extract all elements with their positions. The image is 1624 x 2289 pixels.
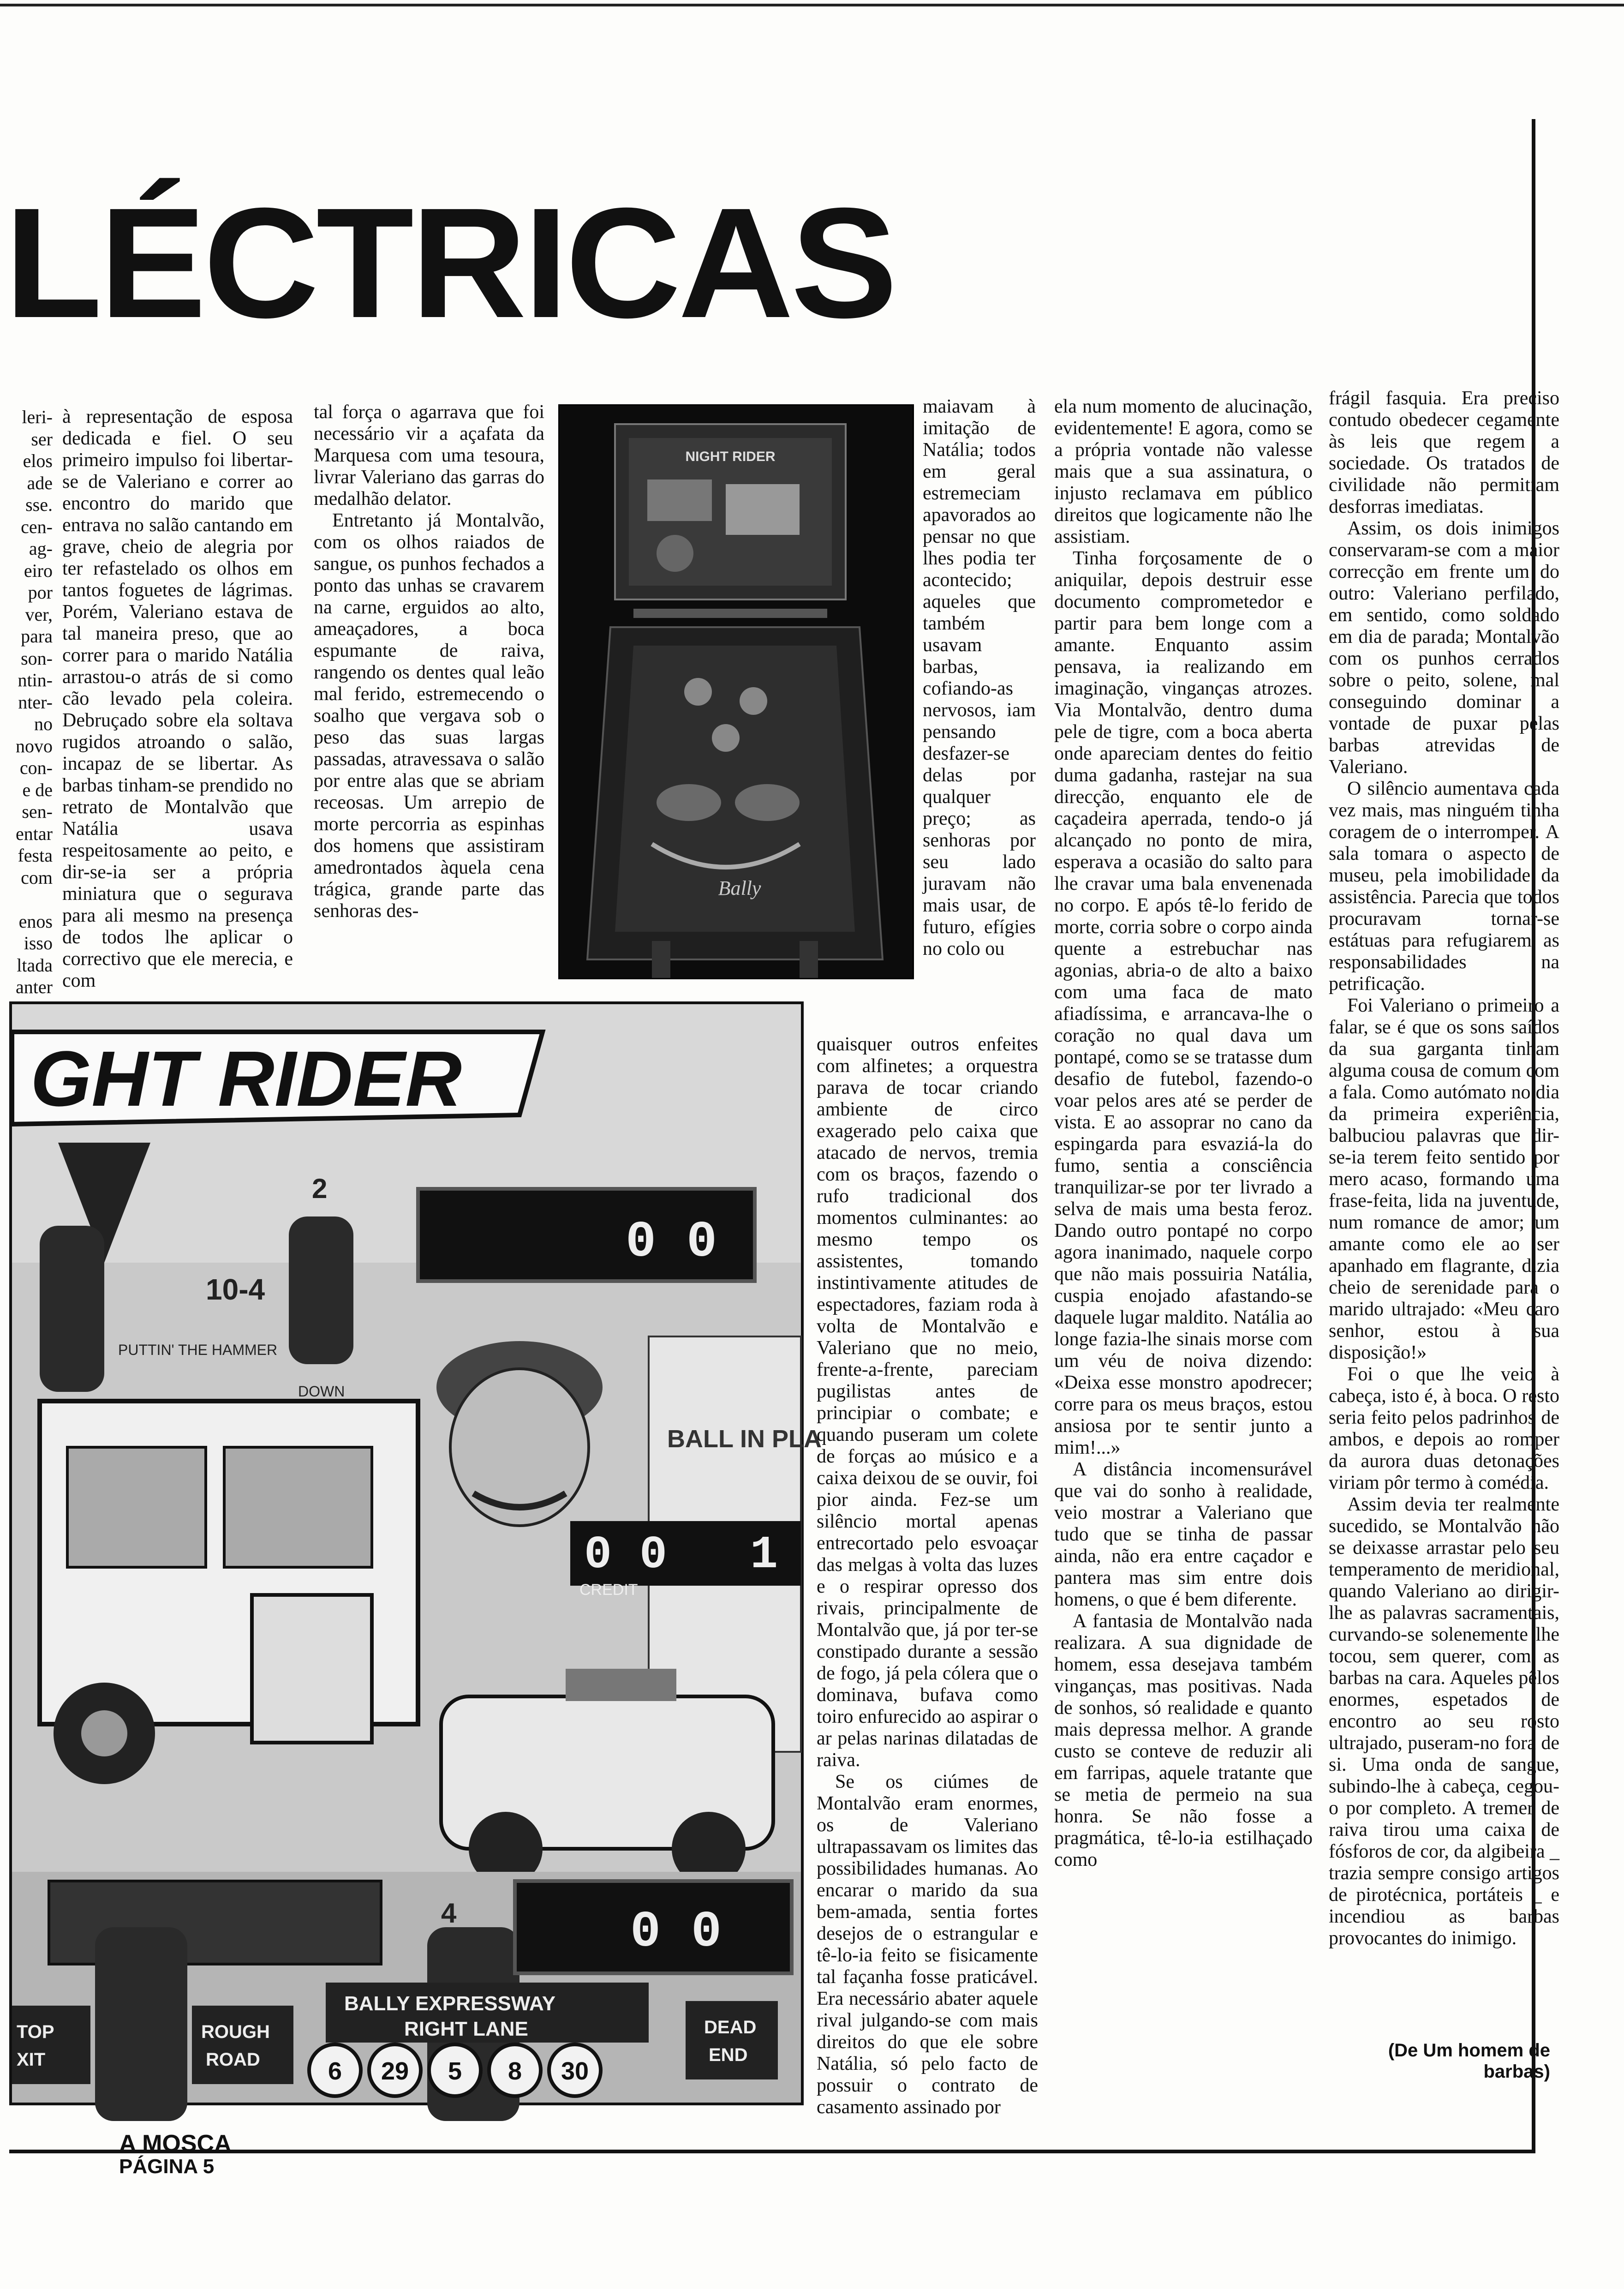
fragment-line: son- (21, 647, 53, 669)
fragment-line: enos (18, 911, 53, 932)
paragraph: frágil fasquia. Era preciso contudo obedecer cegamente às leis que regem a sociedade. Os tratados de civilidade não permitiam desforras imediatas. (1329, 388, 1559, 517)
brand-logo: Bally (718, 877, 761, 899)
sign-road: ROAD (206, 2049, 260, 2070)
fragment-line: cen- (21, 516, 53, 537)
player-4-label: 4 (441, 1898, 457, 1929)
sign-right-lane: RIGHT LANE (404, 2018, 528, 2040)
fragment-line: nter- (18, 691, 53, 713)
fragment-line: sen- (22, 801, 53, 822)
route-shield-number: 6 (328, 2057, 342, 2085)
pinball-backglass-photo (9, 1001, 822, 2105)
paragraph: Assim devia ter realmente sucedido, se Montalvão não se deixasse arrastar pelo seu temperamento de meridional, quando Valeriano ao dirigir-lhe as palavras sacramentais, curvando-se solenemente lhe tocou, sem querer, com as barbas na cara. Aqueles pêlos enormes, espetados de encontro ao seu rosto ultrajado, puseram-no fora de si. Uma onda de sangue, subindo-lhe à cabeça, cegou-o por completo. A tremer de raiva tirou uma caixa de fósforos de cor, da algibeira _ trazia sempre consigo artigos de pirotécnica, portáteis _ e incendiou as barbas provocantes do inimigo. (1329, 1494, 1559, 1949)
sign-dead: DEAD (704, 2017, 757, 2037)
fragment-line: ag- (29, 538, 53, 559)
paragraph: Assim, os dois inimigos conservaram-se com a maior correcção em frente um do outro: Valeriano perfilado, em sentido, como soldado em dia de parada; Montalvão com os punhos cerrados sobre o peito, solene, mal conseguindo dominar a vontade de puxar pelas barbas atrevidas de Valeriano. (1329, 518, 1559, 778)
fragment-line (8, 888, 53, 911)
route-shields (309, 2044, 601, 2096)
pinball-machine-illustration (560, 406, 913, 978)
score-display-2-player: 1 (750, 1529, 778, 1582)
fragment-line: e de (22, 779, 53, 800)
credit-label: CREDIT (579, 1581, 638, 1599)
fragment-line: ver, (25, 604, 53, 625)
paragraph: A fantasia de Montalvão nada realizara. A sua dignidade de homem, essa desejava também vinganças, mas positivas. Nada de sonhos, só realidade e quanto mais depressa melhor. A grande custo se conteve de reduzir ali em farripas, aquele tratante que se metia de permeio na sua honra. Se não fosse a pragmática, tê-lo-ia estilhaçado como (1054, 1611, 1313, 1870)
ball-in-play-label: BALL IN PLA (667, 1425, 822, 1453)
article-column-3-top (923, 396, 1036, 1037)
fragment-line: ser (31, 428, 53, 449)
paragraph: A distância incomensurável que vai do sonho à realidade, veio mostrar a Valeriano que tudo que se tinha de passar ainda, não era entre caçador e pantera mas sim entre dois homens, o que é bem diferente. (1054, 1459, 1313, 1610)
paragraph: Foi o que lhe veio à cabeça, isto é, à boca. O resto seria feito pelos padrinhos de ambos, e depois ao romper da aurora duas detonações viriam pôr termo à comédia. (1329, 1364, 1559, 1493)
paragraph: ela num momento de alucinação, evidentemente! E agora, como se a própria vontade não valesse mais que a sua assinatura, o injusto reclamava em público direitos que logicamente não lhe assistiam. (1054, 396, 1313, 547)
ten-four-label: 10-4 (206, 1273, 265, 1306)
fragment-line: eiro (24, 560, 53, 581)
publication-name: A MOSCA (119, 2130, 232, 2157)
top-rule (0, 4, 1624, 6)
paragraph: Se os ciúmes de Montalvão eram enormes, os de Valeriano ultrapassavam os limites das possibilidades humanas. Ao encarar o marido da sua bem-amada, sentia fortes desejos de o estrangular e tê-lo-ia feito se fisicamente tal façanha fosse praticável. Era necessário abater aquele rival julgando-se com mais direitos do que ele sobre Natália, só pelo facto de possuir o contrato de casamento assinado por (817, 1771, 1038, 2118)
score-display-1: 0 0 (626, 1214, 717, 1271)
sign-top: TOP (17, 2022, 54, 2042)
fragment-line: con- (19, 757, 53, 778)
article-column-1 (62, 406, 293, 991)
paragraph: Foi Valeriano o primeiro a falar, se é que os sons saídos da sua garganta tinham alguma cousa de comum com a fala. Como autómato no dia da primeira experiência, balbuciou palavras que dir-se-ia terem feito sentido por mero acaso, formando uma frase-feita, lida na juventude, num romance de amor; um amante como ele ao ser apanhado em flagrante, dizia cheio de serenidade para o marido ultrajado: «Meu caro senhor, estou à sua disposição!» (1329, 995, 1559, 1363)
sign-expressway: BALLY EXPRESSWAY (344, 1992, 556, 2015)
fragment-line: novo (16, 735, 53, 756)
sign-exit: XIT (17, 2049, 46, 2070)
route-shield-number: 29 (381, 2057, 409, 2085)
paragraph: quaisquer outros enfeites com alfinetes; a orquestra parava de tocar criando ambiente de circo exagerado pelo caixa que atacado de nervos, tremia com os braços, fazendo o rufo tradicional dos momentos culminantes: ao mesmo tempo os assistentes, tomando instintivamente atitudes de espectadores, faziam roda à volta de Montalvão e Valeriano que no meio, frente-a-frente, pareciam pugilistas antes de principiar o combate; e quando puseram um colete de forças ao músico e a caixa deixou de se ouvir, foi pior ainda. Fez-se um silêncio mortal apenas entrecortado pelo esvoaçar das melgas à volta das luzes e o respirar opresso dos rivais, principalmente de Montalvão que, já por ter-se constipado durante a sessão de fogo, já pela cólera que o dominava, bufava como toiro enfurecido ao aspirar o ar pelas narinas dilatadas de raiva. (817, 1034, 1038, 1771)
score-display-2: 0 0 (584, 1529, 668, 1582)
cut-column-fragments (8, 406, 53, 998)
puttin-label: PUTTIN' THE HAMMER (118, 1342, 278, 1358)
fragment-line: elos (23, 450, 53, 471)
fragment-line: no (34, 713, 53, 734)
route-shield-number: 30 (561, 2057, 589, 2085)
article-column-2 (314, 401, 544, 978)
score-display-3: 0 0 (630, 1904, 722, 1961)
backglass-title: GHT RIDER (30, 1035, 462, 1123)
paragraph: O silêncio aumentava cada vez mais, mas ninguém tinha coragem de o interromper. A sala tomara o aspecto de museu, pela imobilidade da assistência. Parecia que todos procuravam tornar-se estátuas para refugiarem as responsabilidades na petrificação. (1329, 778, 1559, 995)
sign-end: END (709, 2045, 748, 2065)
fragment-line: com (21, 867, 53, 888)
headline: LÉCTRICAS (5, 175, 895, 351)
attribution-suffix: ) (1544, 2061, 1550, 2082)
route-shield-number: 5 (448, 2057, 462, 2085)
fragment-line: por (28, 582, 53, 603)
fragment-line: entar (16, 823, 53, 844)
fragment-line: isso (24, 933, 53, 953)
page-number: PÁGINA 5 (119, 2155, 215, 2178)
attribution (1329, 2040, 1550, 2082)
paragraph: Entretanto já Montalvão, com os olhos raiados de sangue, os punhos fechados a ponto das unhas se cravarem na carne, erguidos ao alto, ameaçadores, a boca espumante de raiva, rangendo os dentes qual leão mal ferido, estremecendo o soalho que vergava sob o peso das suas largas passadas, atravessava o salão por entre alas que se abriam receosas. Um arrepio de morte percorria as espinhas dos homens que assistiram amedrontados àquela cena trágica, grande parte das senhoras des- (314, 510, 544, 922)
paragraph: tal força o agarrava que foi necessário vir a açafata da Marquesa com uma tesoura, livrar Valeriano das garras do medalhão delator. (314, 401, 544, 509)
route-shield-number: 8 (508, 2057, 522, 2085)
fragment-line: ade (27, 472, 53, 493)
paragraph: Tinha forçosamente de o aniquilar, depois destruir esse documento comprometedor e partir para bem longe com a amante. Enquanto assim pensava, ia realizando em imaginação, vinganças atrozes. Via Montalvão, dentro duma pele de tigre, com a boca aberta onde apareciam dentes do feitio duma gadanha, rastejar na sua direcção, enquanto ele de caçadeira aperrada, tendo-o já alcançado no ponto de mira, esperava a ocasião do salto para lhe cravar uma bala envenenada no corpo. E após tê-lo ferido de morte, corria sobre o corpo ainda quente a estrebuchar nas agonias, abria-o de alto a baixo com uma faca de mato afiadíssima, e arrancava-lhe o coração no qual dava um pontapé, como se se tratasse dum desafio de futebol, fazendo-o voar pelos ares até se perder de vista. E ao assoprar no cano da espingarda para esvaziá-la do fumo, sentia a consciência tranquilizar-se por ter livrado a selva de mais uma besta feroz. Dando outro pontapé no corpo agora inanimado, naquele corpo que não mais possuiria Natália, cuspia enojado afastando-se daquele lugar maldito. Natália ao longe fazia-lhe sinais morse com um véu de noiva dizendo: «Deixa esse monstro apodrecer; corre para os meus braços, estou ansiosa por te sentir junto a mim!...» (1054, 548, 1313, 1458)
fragment-line: leri- (22, 407, 53, 427)
player-2-label: 2 (312, 1173, 328, 1204)
fragment-line: ntin- (18, 670, 53, 690)
fragment-line: anter (16, 977, 53, 997)
attribution-prefix: (De (1388, 2040, 1423, 2061)
attribution-title: Um homem de barbas (1423, 2040, 1550, 2082)
paragraph: maiavam à imitação de Natália; todos em geral estremeciam apavorados ao pensar no que lhes podia ter acontecido; aqueles que também usavam barbas, cofiando-as nervosos, iam pensando desfazer-se delas por qualquer preço; as senhoras por seu lado juravam não mais usar, de futuro, efígies no colo ou (923, 396, 1036, 959)
sign-rough: ROUGH (201, 2022, 270, 2042)
fragment-line: ltada (17, 954, 53, 976)
backbox-title: NIGHT RIDER (685, 449, 776, 464)
pinball-machine-photo (558, 404, 914, 979)
backglass-illustration (12, 1004, 822, 2103)
paragraph: à representação de esposa dedicada e fiel. O seu primeiro impulso foi libertar-se de Valeriano e correr ao encontro do marido que entrava no salão cantando em grave, cheio de alegria por ter refastelado os olhos em tantos foguetes de lágrimas. Porém, Valeriano estava de tal maneira preso, que ao correr para o marido Natália arrastou-o atrás de si como cão levado pela coleira. Debruçado sobre ela soltava rugidos atroando o salão, incapaz de se libertar. As barbas tinham-se prendido no retrato de Montalvão que Natália usava respeitosamente ao peito, e dir-se-ia ser a própria miniatura que o segurava para ali mesmo na presença de todos lhe aplicar o correctivo que ele merecia, e com (62, 406, 293, 991)
fragment-line: para (21, 626, 53, 647)
article-column-4 (1054, 396, 1313, 2103)
article-column-5 (1329, 388, 1559, 2031)
down-label: DOWN (298, 1383, 345, 1400)
article-column-3-bottom (817, 1034, 1038, 2118)
fragment-line: festa (18, 845, 53, 866)
fragment-line: sse. (25, 494, 53, 515)
